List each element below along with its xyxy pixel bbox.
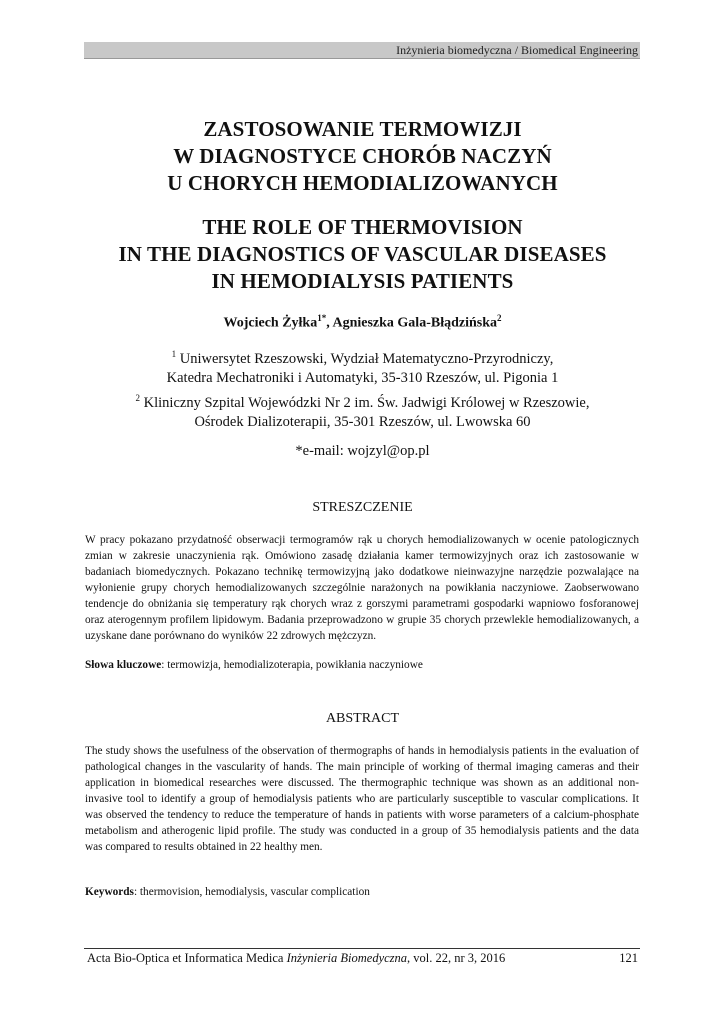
affiliation-line: Katedra Mechatroniki i Automatyki, 35-310 Rzeszów, ul. Pigonia 1 xyxy=(166,369,559,386)
title-english-line: IN HEMODIALYSIS PATIENTS xyxy=(211,269,514,293)
title-english-line: IN THE DIAGNOSTICS OF VASCULAR DISEASES xyxy=(118,242,607,266)
affiliation-marker: 1 xyxy=(171,349,177,359)
affiliation-marker: 2 xyxy=(135,393,141,403)
contact-email: *e-mail: wojzyl@op.pl xyxy=(295,443,430,459)
title-polish-line: W DIAGNOSTYCE CHORÓB NACZYŃ xyxy=(173,144,552,168)
author-separator: , xyxy=(326,315,333,331)
title-polish-line: ZASTOSOWANIE TERMOWIZJI xyxy=(203,117,522,141)
author-affiliation-marker: 2 xyxy=(497,313,502,323)
page-number: 121 xyxy=(619,951,638,965)
affiliation-2 xyxy=(60,389,665,432)
journal-name: Acta Bio-Optica et Informatica Medica xyxy=(87,951,287,965)
abstract-english-heading: ABSTRACT xyxy=(325,711,400,726)
abstract-english-text: The study shows the usefulness of the observation of thermographs of hands in hemodialysis patients in the evaluation of pathological changes in the vascularity of hands. The main principle of working of thermal imaging cameras and their application in biomedical researches were discussed. The thermographic technique was shown as an additional non-invasive tool to identify a group of hemodialysis patients who are particularly susceptible to vascular complications. It was observed the tendency to reduce the temperature of hands in patients with worse parameters of a calcium-phosphate metabolism and atherogenic lipid profile. The study was conducted in a group of 35 hemodialysis patients and the data was compared to results obtained in 22 healthy men. xyxy=(85,745,639,853)
keywords-list: : thermovision, hemodialysis, vascular complication xyxy=(133,886,370,898)
title-polish xyxy=(60,116,665,197)
author-name: Agnieszka Gala-Błądzińska xyxy=(332,315,497,331)
keywords-english xyxy=(85,886,639,898)
keywords-list: : termowizja, hemodializoterapia, powikłania naczyniowe xyxy=(161,659,423,671)
journal-citation xyxy=(87,951,505,966)
title-english xyxy=(60,214,665,295)
keywords-label: Słowa kluczowe xyxy=(85,659,162,671)
affiliation-line: Ośrodek Dializoterapii, 35-301 Rzeszów, ul. Lwowska 60 xyxy=(194,413,531,430)
keywords-label: Keywords xyxy=(85,886,134,898)
author-name: Wojciech Żyłka xyxy=(223,315,318,331)
title-english-line: THE ROLE OF THERMOVISION xyxy=(202,215,523,239)
abstract-polish-text: W pracy pokazano przydatność obserwacji termogramów rąk u chorych hemodializowanych w ocenie patologicznych zmian w zakresie unaczynienia rąk. Omówiono zasadę działania kamer termowizyjnych oraz ich zastosowanie w badaniach biomedycznych. Pokazano technikę termowizyjną jako dodatkowe nieinwazyjne narzędzie pozwalające na wyłonienie grupy chorych hemodializowanych szczególnie narażonych na powikłania naczyniowe. Zaobserwowano tendencje do obniżania się temperatury rąk chorych wraz z gorszymi parametrami gospodarki wapniowo fosforanowej oraz aterogennym profilem lipidowym. Badania przeprowadzono w grupie 35 chorych przewlekle hemodializowanych, a uzyskane dane porównano do wyników 22 zdrowych mężczyzn. xyxy=(85,534,639,642)
affiliation-line: Uniwersytet Rzeszowski, Wydział Matematyczno-Przyrodniczy, xyxy=(176,350,554,367)
author-list xyxy=(60,313,665,332)
affiliation-line: Kliniczny Szpital Wojewódzki Nr 2 im. Św. Jadwigi Królowej w Rzeszowie, xyxy=(140,394,590,411)
journal-subtitle: Inżynieria Biomedyczna xyxy=(286,951,408,965)
title-polish-line: U CHORYCH HEMODIALIZOWANYCH xyxy=(167,171,558,195)
footer-divider xyxy=(84,948,640,949)
keywords-polish xyxy=(85,659,639,671)
journal-volume: , vol. 22, nr 3, 2016 xyxy=(407,951,506,965)
abstract-polish-heading: STRESZCZENIE xyxy=(312,500,413,515)
author-affiliation-marker: 1* xyxy=(317,313,327,323)
running-header-bar xyxy=(84,42,640,59)
running-title: Inżynieria biomedyczna / Biomedical Engineering xyxy=(396,43,638,57)
affiliation-1 xyxy=(60,345,665,388)
